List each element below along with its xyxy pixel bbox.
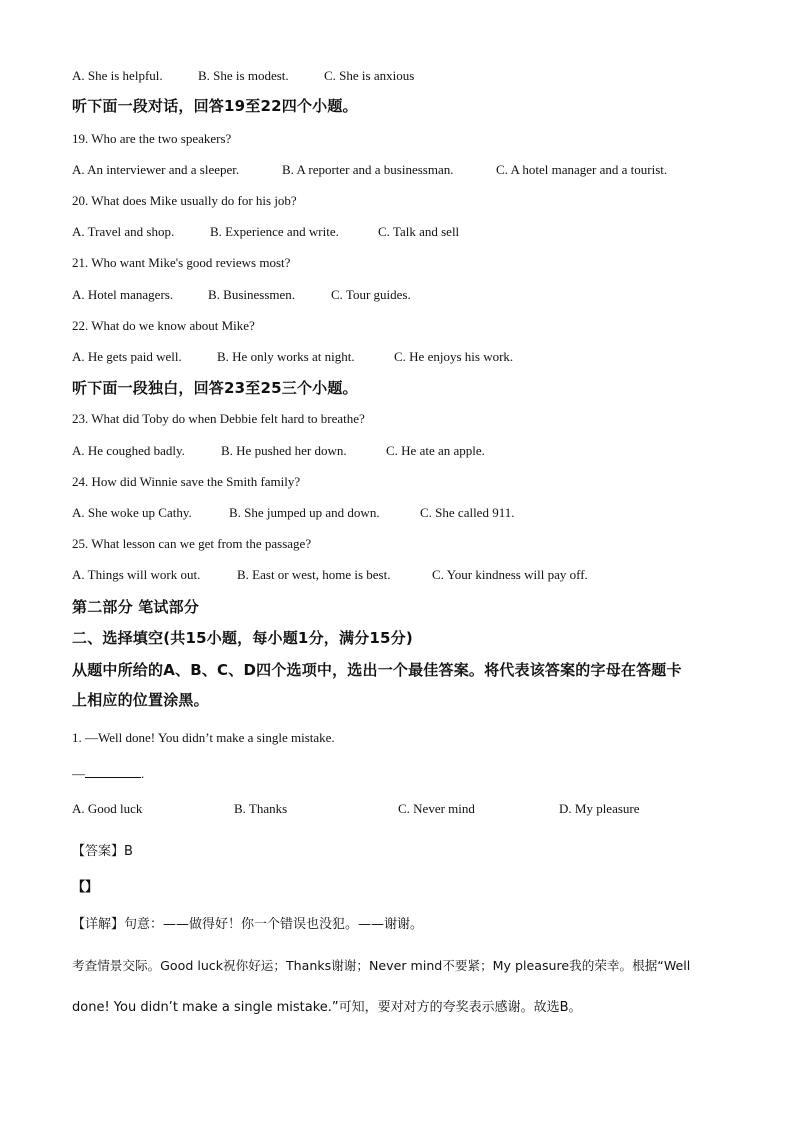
q24-option-b: B. She jumped up and down. [229,505,380,520]
q25-options [72,567,588,583]
q20-option-b: B. Experience and write. [210,224,339,239]
q19-options [72,162,667,178]
q21-option-c: C. Tour guides. [331,287,411,302]
q24-stem: 24. How did Winnie save the Smith family? [72,474,301,489]
detail-line-1: 【详解】句意：——做得好！你一个错误也没犯。——谢谢。 [72,917,424,932]
q22-stem: 22. What do we know about Mike? [72,318,255,333]
section-heading-19-22: 听下面一段对话，回答19至22四个小题。 [72,97,358,115]
q25-option-a: A. Things will work out. [72,567,201,582]
blank-bracket-label: 【】 [72,880,99,895]
detail-line-3: done! You didn’t make a single mistake.”可知，要对对方的夸奖表示感谢。故选B。 [72,1000,582,1015]
answer-label: 【答案】B [72,844,133,859]
q25-option-c: C. Your kindness will pay off. [432,567,588,582]
q22-option-c: C. He enjoys his work. [394,349,514,364]
q21-stem: 21. Who want Mike's good reviews most? [72,255,291,270]
q20-option-a: A. Travel and shop. [72,224,175,239]
q1-option-a: A. Good luck [72,801,143,816]
q20-options [72,224,459,240]
q1-reply-suffix: . [141,766,145,781]
q23-options [72,443,485,459]
q23-option-a: A. He coughed badly. [72,443,185,458]
q18-option-a: A. She is helpful. [72,68,163,83]
q21-options [72,287,411,303]
q19-option-b: B. A reporter and a businessman. [282,162,454,177]
detail-line-2: 考查情景交际。Good luck祝你好运；Thanks谢谢；Never mind不要紧；My pleasure我的荣幸。根据“Well [72,958,691,973]
q1-reply [72,765,144,782]
q20-stem: 20. What does Mike usually do for his job? [72,193,297,208]
q18-option-c: C. She is anxious [324,68,415,83]
q1-option-b: B. Thanks [234,801,288,816]
q21-option-b: B. Businessmen. [208,287,296,302]
instruction-line-1: 从题中所给的A、B、C、D四个选项中，选出一个最佳答案。将代表该答案的字母在答题卡 [72,661,682,679]
q1-option-c: C. Never mind [398,801,475,816]
q23-option-c: C. He ate an apple. [386,443,485,458]
q20-option-c: C. Talk and sell [378,224,460,239]
part2-title: 第二部分 笔试部分 [72,598,200,616]
q1-options [72,801,640,817]
q1-option-d: D. My pleasure [559,801,640,816]
q18-option-b: B. She is modest. [198,68,289,83]
q22-option-a: A. He gets paid well. [72,349,182,364]
instruction-line-2: 上相应的位置涂黑。 [72,691,209,709]
q24-options [72,505,514,521]
q19-option-c: C. A hotel manager and a tourist. [496,162,668,177]
q18-options [72,68,414,84]
q23-option-b: B. He pushed her down. [221,443,347,458]
q21-option-a: A. Hotel managers. [72,287,174,302]
q22-options [72,349,513,365]
part2-subtitle: 二、选择填空(共15小题，每小题1分，满分15分) [72,629,413,647]
section-heading-23-25: 听下面一段独白，回答23至25三个小题。 [72,379,358,397]
q1-answer-blank [85,765,141,778]
q24-option-c: C. She called 911. [420,505,515,520]
q1-stem: 1. —Well done! You didn’t make a single mistake. [72,730,335,745]
q25-option-b: B. East or west, home is best. [237,567,391,582]
q19-stem: 19. Who are the two speakers? [72,131,232,146]
q22-option-b: B. He only works at night. [217,349,355,364]
q19-option-a: A. An interviewer and a sleeper. [72,162,240,177]
q23-stem: 23. What did Toby do when Debbie felt hard to breathe? [72,411,365,426]
q25-stem: 25. What lesson can we get from the passage? [72,536,312,551]
q24-option-a: A. She woke up Cathy. [72,505,192,520]
q1-reply-prefix: — [72,766,85,781]
